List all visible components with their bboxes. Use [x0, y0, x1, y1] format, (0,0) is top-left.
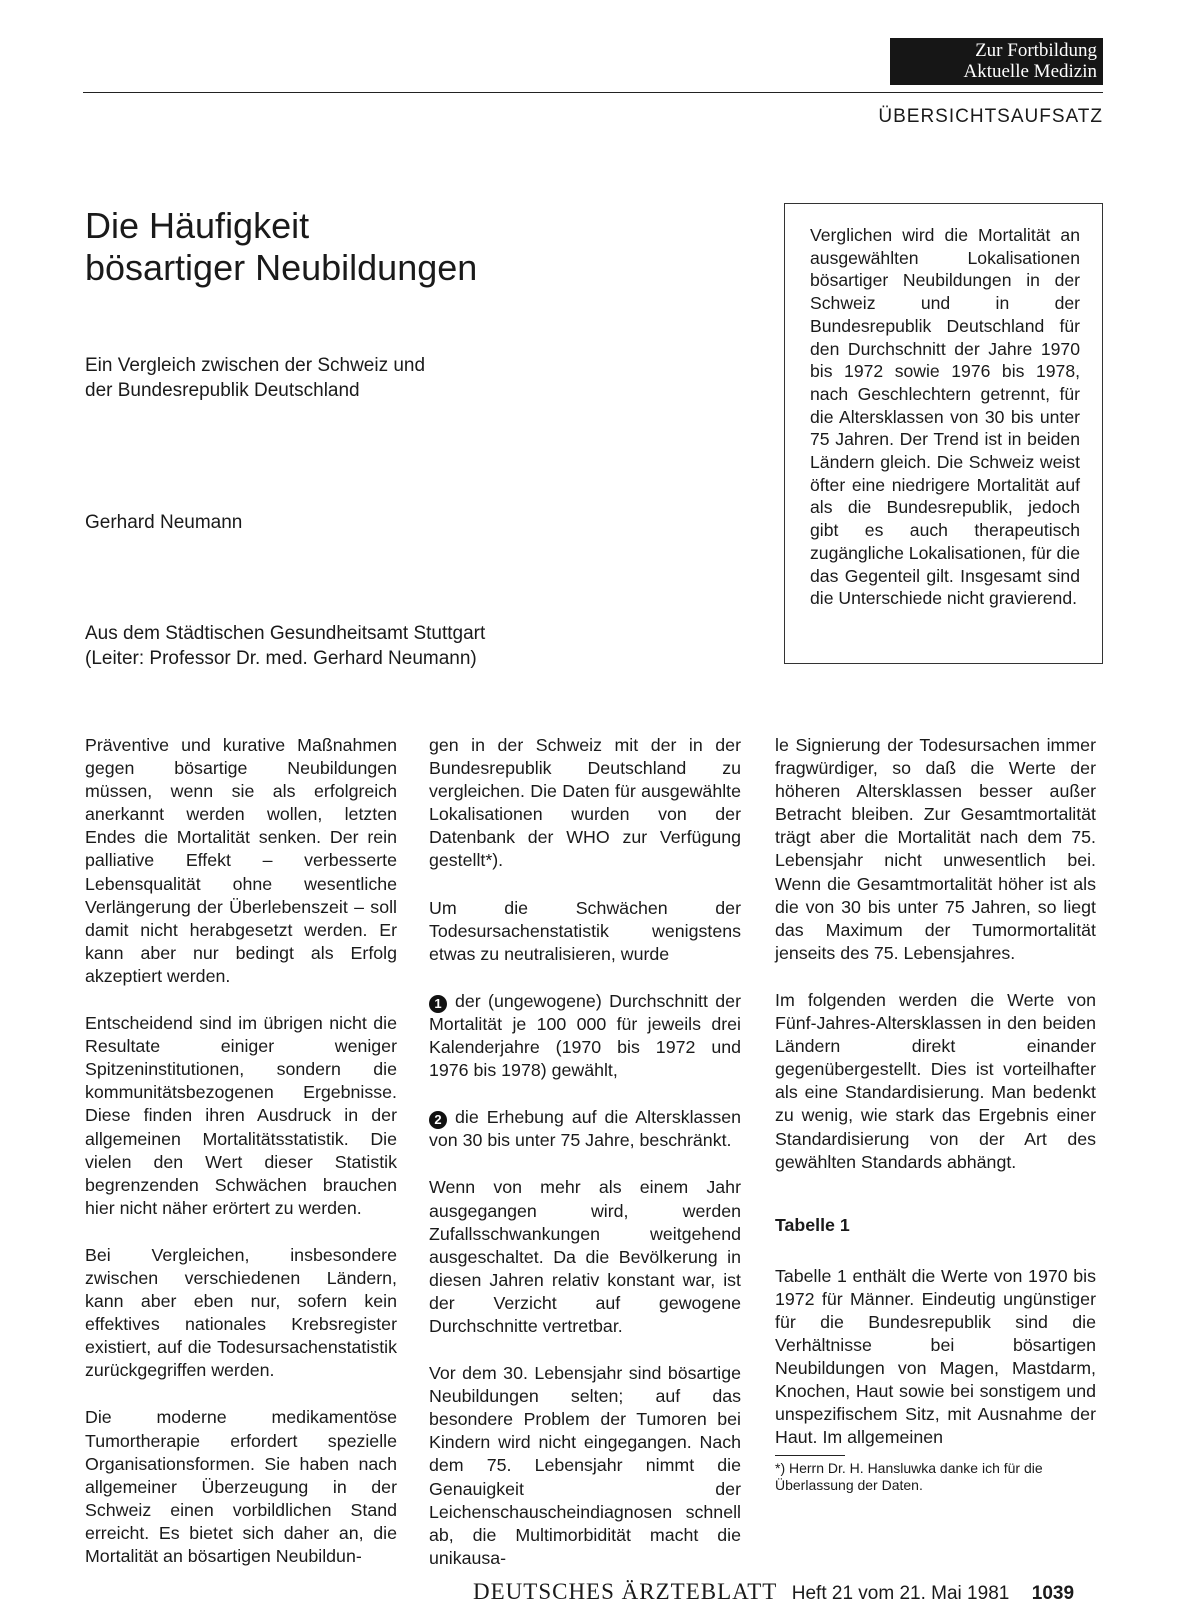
- author-name: Gerhard Neumann: [85, 512, 243, 533]
- item-text: die Erhebung auf die Altersklassen von 30 bis unter 75 Jahre, beschränkt.: [429, 1107, 741, 1151]
- item-text: der (ungewogene) Durchschnitt der Mortalität je 100 000 für jeweils drei Kalenderjahre (1970 bis 1972 und 1976 bis 1978) gewählt,: [429, 990, 741, 1081]
- paragraph: Präventive und kurative Maßnahmen gegen bösartige Neubildungen müssen, wenn sie als erfolgreich anerkannt werden wollen, letzten Endes die Mortalität senken. Der rein palliative Effekt – verbesserte Lebensqualität ohne wesentliche Verlängerung der Überlebenszeit – soll damit nicht herabgesetzt werden. Er kann aber nur bedingt als Erfolg akzeptiert werden.: [85, 735, 397, 986]
- paragraph: Um die Schwächen der Todesursachenstatistik wenigstens etwas zu neutralisieren, wurde: [429, 897, 741, 964]
- abstract-box: [784, 203, 1103, 664]
- paragraph: Entscheidend sind im übrigen nicht die Resultate einiger weniger Spitzeninstitutionen, sondern die kommunitätsbezogenen Ergebnisse. Diese finden ihren Ausdruck in der allgemeinen Mortalitätsstatistik. Die vielen den Wert dieser Statistik begrenzenden Schwächen brauchen hier nicht näher erörtert zu werden.: [85, 1013, 397, 1218]
- subtitle-line-2: der Bundesrepublik Deutschland: [85, 380, 360, 401]
- paragraph: Vor dem 30. Lebensjahr sind bösartige Neubildungen selten; auf das besondere Problem der Tumoren bei Kindern wird nicht eingegangen. Nach dem 75. Lebensjahr nimmt die Genauigkeit der Leichenschauscheindiagnosen schnell ab, die Multimorbidität macht die unikausa-: [429, 1363, 741, 1568]
- paragraph: Tabelle 1 enthält die Werte von 1970 bis 1972 für Männer. Eindeutig ungünstiger für die Bundesrepublik sind die Verhältnisse bei bösartigen Neubildungen von Magen, Mastdarm, Knochen, Haut sowie bei sonstigem und unspezifischem Sitz, mit Ausnahme der Haut. Im allgemeinen: [775, 1265, 1096, 1448]
- badge-line-2: Aktuelle Medizin: [963, 61, 1097, 82]
- footnote-rule: [775, 1455, 845, 1456]
- journal-name: DEUTSCHES ÄRZTEBLATT: [473, 1579, 778, 1604]
- numbered-item-2: [429, 1106, 741, 1152]
- page-number: 1039: [1031, 1583, 1075, 1604]
- paragraph: Die moderne medikamentöse Tumortherapie erfordert spezielle Organisationsformen. Sie haben nach allgemeiner Überzeugung in der Schweiz einen vorbildlichen Stand erreicht. Es bietet sich daher an, die Mortalität an bösartigen Neubildun-: [85, 1407, 397, 1566]
- paragraph: Wenn von mehr als einem Jahr ausgegangen wird, werden Zufallsschwankungen weitgehend ausgeschaltet. Da die Bevölkerung in diesen Jahren relativ konstant war, ist der Verzicht auf gewogene Durchschnitte vertretbar.: [429, 1177, 741, 1336]
- header-rule: [83, 92, 1103, 93]
- title-line-1: Die Häufigkeit: [85, 205, 310, 246]
- title-line-2: bösartiger Neubildungen: [85, 247, 478, 288]
- paragraph: gen in der Schweiz mit der in der Bundesrepublik Deutschland zu vergleichen. Die Daten für ausgewählte Lokalisationen wurden von der Datenbank der WHO zur Verfügung gestellt*).: [429, 735, 741, 871]
- number-1-icon: 1: [429, 995, 447, 1013]
- category-badge: [890, 38, 1103, 85]
- badge-line-1: Zur Fortbildung: [975, 40, 1097, 61]
- affiliation-line-1: Aus dem Städtischen Gesundheitsamt Stuttgart: [85, 623, 486, 644]
- body-column-1: [85, 734, 397, 1592]
- abstract-text: Verglichen wird die Mortalität an ausgewählten Lokalisationen bösartiger Neubildungen in der Schweiz und in der Bundesrepublik Deutschland für den Durchschnitt der Jahre 1970 bis 1972 sowie 1976 bis 1978, nach Geschlechtern getrennt, für die Altersklassen von 30 bis unter 75 Jahren. Der Trend ist in beiden Ländern gleich. Die Schweiz weist öfter eine niedrigere Mortalität auf als die Bundesrepublik, jedoch gibt es auch therapeutisch zugängliche Lokalisationen, für die das Gegenteil gilt. Insgesamt sind die Unterschiede nicht gravierend.: [810, 225, 1080, 609]
- body-column-3: [775, 734, 1096, 1474]
- section-heading: Tabelle 1: [775, 1214, 850, 1235]
- section-label: ÜBERSICHTSAUFSATZ: [878, 106, 1103, 127]
- numbered-item-1: [429, 990, 741, 1082]
- page-footer: [473, 1579, 1074, 1605]
- issue-info: Heft 21 vom 21. Mai 1981: [791, 1583, 1010, 1604]
- body-column-2: [429, 734, 741, 1594]
- article-title: [85, 205, 477, 289]
- article-subtitle: [85, 353, 425, 403]
- paragraph: le Signierung der Todesursachen immer fragwürdiger, so daß die Werte der höheren Altersklassen besser außer Betracht bleiben. Zur Gesamtmortalität trägt aber die Mortalität nach dem 75. Lebensjahr nicht unwesentlich bei. Wenn die Gesamtmortalität höher ist als die von 30 bis unter 75 Jahren, so liegt das Maximum der Tumormortalität jenseits des 75. Lebensjahres.: [775, 735, 1096, 963]
- paragraph: Bei Vergleichen, insbesondere zwischen verschiedenen Ländern, kann aber eben nur, sofern kein effektives nationales Krebsregister existiert, auf die Todesursachenstatistik zurückgegriffen werden.: [85, 1244, 397, 1381]
- number-2-icon: 2: [429, 1111, 447, 1129]
- footnote: *) Herrn Dr. H. Hansluwka danke ich für die Überlassung der Daten.: [775, 1460, 1043, 1493]
- affiliation: [85, 621, 485, 671]
- affiliation-line-2: (Leiter: Professor Dr. med. Gerhard Neumann): [85, 648, 477, 669]
- subtitle-line-1: Ein Vergleich zwischen der Schweiz und: [85, 355, 426, 376]
- paragraph: Im folgenden werden die Werte von Fünf-Jahres-Altersklassen in den beiden Ländern direkt einander gegenübergestellt. Dies ist vorteilhafter als eine Standardisierung. Man bedenkt zu wenig, wie stark das Ergebnis einer Standardisierung von der Art des gewählten Standards abhängt.: [775, 989, 1096, 1172]
